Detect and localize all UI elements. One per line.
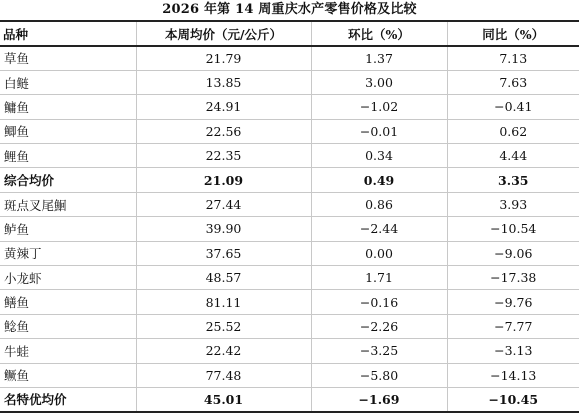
cell-price: 39.90 — [136, 217, 311, 241]
cell-yoy: −10.45 — [447, 387, 579, 411]
table-header — [0, 21, 579, 46]
cell-mom: −1.02 — [311, 95, 447, 119]
cell-yoy: −7.77 — [447, 314, 579, 338]
cell-variety: 鲫鱼 — [0, 119, 136, 143]
cell-yoy: 4.44 — [447, 144, 579, 168]
cell-variety: 斑点叉尾鮰 — [0, 192, 136, 216]
table-row — [0, 363, 579, 387]
table-row — [0, 95, 579, 119]
price-table — [0, 20, 579, 413]
cell-yoy: −0.41 — [447, 95, 579, 119]
cell-yoy: −3.13 — [447, 339, 579, 363]
cell-mom: −0.01 — [311, 119, 447, 143]
cell-mom: 1.37 — [311, 46, 447, 70]
cell-yoy: 0.62 — [447, 119, 579, 143]
cell-mom: 0.34 — [311, 144, 447, 168]
cell-mom: 0.86 — [311, 192, 447, 216]
table-row — [0, 290, 579, 314]
cell-price: 13.85 — [136, 70, 311, 94]
cell-mom: −2.26 — [311, 314, 447, 338]
cell-yoy: −10.54 — [447, 217, 579, 241]
table-row — [0, 266, 579, 290]
cell-price: 22.35 — [136, 144, 311, 168]
table-title: 2026 年第 14 周重庆水产零售价格及比较 — [162, 2, 417, 17]
cell-variety: 牛蛙 — [0, 339, 136, 363]
cell-yoy: −9.76 — [447, 290, 579, 314]
cell-mom: −2.44 — [311, 217, 447, 241]
table-row — [0, 119, 579, 143]
cell-variety: 白鲢 — [0, 70, 136, 94]
table-row — [0, 217, 579, 241]
table-body — [0, 46, 579, 412]
cell-price: 77.48 — [136, 363, 311, 387]
cell-price: 27.44 — [136, 192, 311, 216]
table-row — [0, 192, 579, 216]
cell-variety: 鲶鱼 — [0, 314, 136, 338]
cell-mom: 0.00 — [311, 241, 447, 265]
table-row — [0, 314, 579, 338]
cell-yoy: −14.13 — [447, 363, 579, 387]
cell-yoy: −17.38 — [447, 266, 579, 290]
cell-mom: −5.80 — [311, 363, 447, 387]
cell-mom: 3.00 — [311, 70, 447, 94]
table-row — [0, 241, 579, 265]
cell-price: 45.01 — [136, 387, 311, 411]
cell-price: 22.56 — [136, 119, 311, 143]
cell-mom: −0.16 — [311, 290, 447, 314]
cell-variety: 鳝鱼 — [0, 290, 136, 314]
cell-yoy: 3.93 — [447, 192, 579, 216]
table-row — [0, 339, 579, 363]
cell-variety: 草鱼 — [0, 46, 136, 70]
cell-yoy: 7.63 — [447, 70, 579, 94]
table-row — [0, 70, 579, 94]
col-header-yoy: 同比（%） — [447, 21, 579, 46]
table-row — [0, 46, 579, 70]
cell-variety: 鳙鱼 — [0, 95, 136, 119]
cell-variety: 综合均价 — [0, 168, 136, 192]
col-header-price: 本周均价（元/公斤） — [136, 21, 311, 46]
table-row-average — [0, 387, 579, 411]
cell-mom: −1.69 — [311, 387, 447, 411]
cell-variety: 鲤鱼 — [0, 144, 136, 168]
cell-yoy: 3.35 — [447, 168, 579, 192]
cell-variety: 鲈鱼 — [0, 217, 136, 241]
cell-price: 25.52 — [136, 314, 311, 338]
table-row — [0, 144, 579, 168]
cell-mom: 0.49 — [311, 168, 447, 192]
cell-mom: 1.71 — [311, 266, 447, 290]
cell-price: 37.65 — [136, 241, 311, 265]
cell-variety: 小龙虾 — [0, 266, 136, 290]
col-header-mom: 环比（%） — [311, 21, 447, 46]
cell-variety: 黄辣丁 — [0, 241, 136, 265]
cell-yoy: −9.06 — [447, 241, 579, 265]
cell-variety: 名特优均价 — [0, 387, 136, 411]
cell-price: 22.42 — [136, 339, 311, 363]
cell-yoy: 7.13 — [447, 46, 579, 70]
cell-price: 81.11 — [136, 290, 311, 314]
cell-price: 21.09 — [136, 168, 311, 192]
cell-variety: 鳜鱼 — [0, 363, 136, 387]
col-header-variety: 品种 — [0, 21, 136, 46]
cell-price: 21.79 — [136, 46, 311, 70]
table-row-average — [0, 168, 579, 192]
cell-price: 48.57 — [136, 266, 311, 290]
cell-mom: −3.25 — [311, 339, 447, 363]
header-row — [0, 21, 579, 46]
cell-price: 24.91 — [136, 95, 311, 119]
